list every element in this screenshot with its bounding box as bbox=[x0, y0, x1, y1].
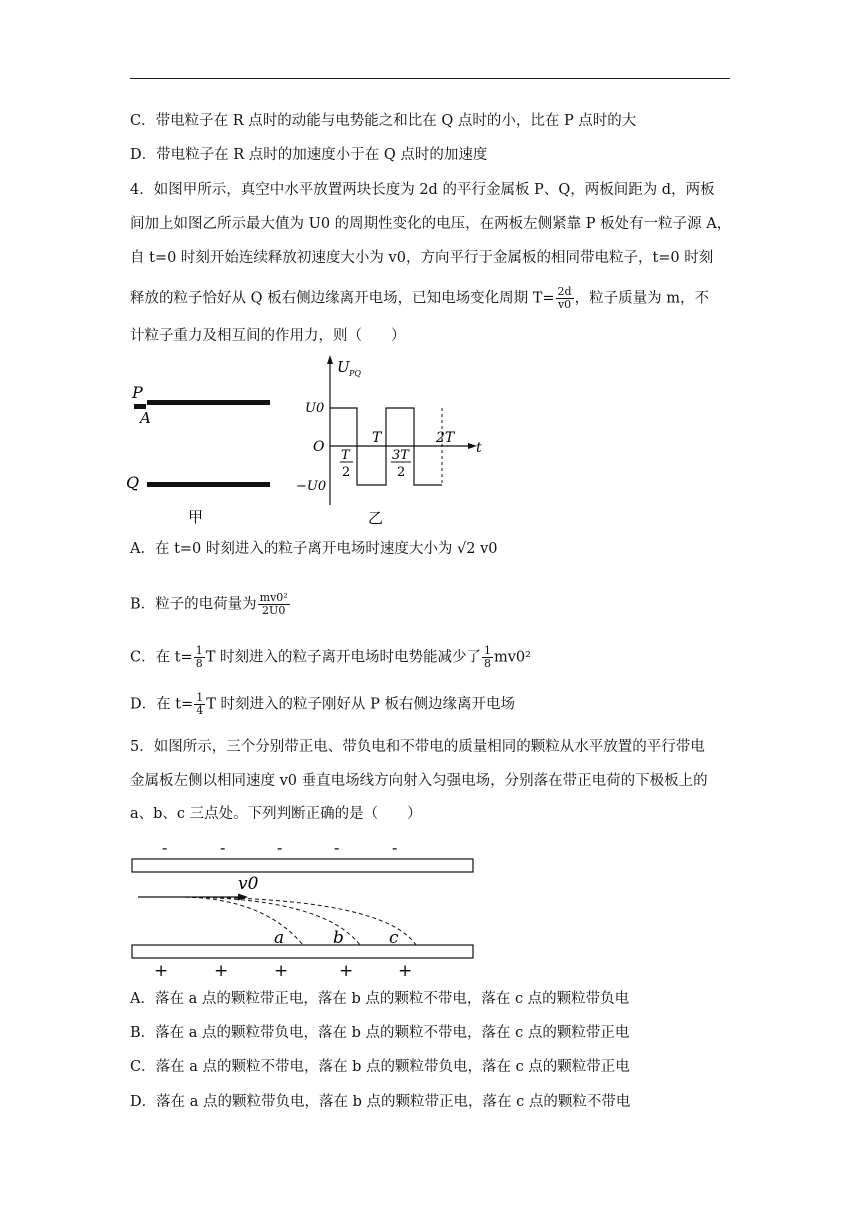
time-fraction-c-den: 8 bbox=[195, 657, 203, 670]
q3-option-d: D．带电粒子在 R 点时的加速度小于在 Q 点时的加速度 bbox=[130, 147, 488, 163]
caption-yi: 乙 bbox=[368, 509, 384, 527]
top-charge-5: - bbox=[392, 838, 398, 857]
top-charge-3: - bbox=[277, 838, 283, 857]
q4a-text: A．在 t=0 时刻进入的粒子离开电场时速度大小为 bbox=[130, 541, 453, 557]
q4a-value: √2 v0 bbox=[457, 541, 498, 557]
q4-stem-line-2: 间加上如图乙所示最大值为 U0 的周期性变化的电压，在两板左侧紧靠 P 板处有一粒子源 A， bbox=[130, 216, 732, 232]
label-b: b bbox=[333, 928, 344, 948]
q4-option-a bbox=[130, 539, 498, 559]
top-charge-2: - bbox=[220, 838, 226, 857]
energy-fraction-num: 1 bbox=[483, 644, 491, 657]
axis-y-sub: PQ bbox=[349, 369, 361, 378]
label-origin: O bbox=[313, 439, 325, 455]
label-2t: 2T bbox=[436, 430, 455, 446]
q4-line4-text-b: ，粒子质量为 m，不 bbox=[574, 290, 709, 307]
header-rule bbox=[130, 78, 730, 79]
q4b-text: B．粒子的电荷量为 bbox=[130, 596, 257, 613]
q4c-text-c: mv0² bbox=[493, 649, 531, 666]
q4d-text-a: D．在 t= bbox=[130, 696, 194, 713]
label-v0: v0 bbox=[238, 874, 259, 894]
q4-option-b bbox=[130, 592, 291, 617]
plate-q bbox=[147, 482, 270, 487]
label-a: a bbox=[274, 928, 285, 948]
period-fraction-num: 2d bbox=[557, 285, 572, 298]
q4c-text-a: C．在 t= bbox=[130, 649, 193, 666]
bottom-charge-3: + bbox=[274, 961, 289, 980]
label-t: T bbox=[372, 430, 382, 446]
q4-stem-line-1: 4．如图甲所示，真空中水平放置两块长度为 2d 的平行金属板 P、Q，两板间距为 d，两板 bbox=[130, 182, 715, 198]
q4-line4-text-a: 释放的粒子恰好从 Q 板右侧边缘离开电场，已知电场变化周期 T= bbox=[130, 290, 555, 307]
axis-y-label: U bbox=[337, 358, 350, 376]
q4c-text-b: T 时刻进入的粒子离开电场时电势能减少了 bbox=[205, 649, 481, 666]
energy-fraction-den: 8 bbox=[483, 657, 491, 670]
q4-stem-line-5: 计粒子重力及相互间的作用力，则（ ） bbox=[130, 328, 406, 344]
q5-option-d: D．落在 a 点的颗粒带负电，落在 b 点的颗粒带正电，落在 c 点的颗粒不带电 bbox=[130, 1094, 631, 1110]
top-plate bbox=[132, 859, 473, 872]
top-charge-1: - bbox=[162, 838, 168, 857]
label-u0: U0 bbox=[305, 401, 325, 416]
q4-option-d bbox=[130, 692, 515, 717]
figure-jia bbox=[120, 370, 290, 530]
trajectory-a bbox=[178, 897, 303, 945]
half-t-num: T bbox=[341, 448, 350, 463]
energy-fraction bbox=[482, 645, 493, 670]
q4-option-c bbox=[130, 645, 531, 670]
bottom-charge-1: + bbox=[154, 961, 169, 980]
period-fraction-den: v0 bbox=[557, 298, 572, 311]
figure-yi bbox=[290, 355, 500, 530]
time-fraction-c-num: 1 bbox=[195, 644, 203, 657]
charge-fraction bbox=[258, 592, 290, 617]
q5-option-c: C．落在 a 点的颗粒不带电，落在 b 点的颗粒带负电，落在 c 点的颗粒带正电 bbox=[130, 1059, 630, 1075]
label-p: P bbox=[132, 383, 143, 402]
three-half-t-den: 2 bbox=[397, 465, 406, 480]
label-c: c bbox=[389, 928, 399, 948]
q5-stem-line-3: a、b、c 三点处。下列判断正确的是（ ） bbox=[130, 806, 422, 822]
charge-fraction-num: mv0² bbox=[259, 591, 288, 604]
time-fraction-d-den: 4 bbox=[196, 704, 204, 717]
axis-x-label: t bbox=[476, 440, 482, 456]
bottom-charge-4: + bbox=[339, 961, 354, 980]
figure-q5 bbox=[128, 835, 488, 980]
charge-fraction-den: 2U0 bbox=[262, 604, 286, 617]
bottom-charge-2: + bbox=[214, 961, 229, 980]
period-fraction bbox=[556, 286, 574, 311]
q5-stem-line-1: 5．如图所示，三个分别带正电、带负电和不带电的质量相同的颗粒从水平放置的平行带电 bbox=[130, 739, 705, 755]
bottom-plate bbox=[132, 945, 473, 958]
plate-p bbox=[147, 400, 270, 405]
top-charge-4: - bbox=[334, 838, 340, 857]
time-fraction-d-num: 1 bbox=[196, 691, 204, 704]
q5-option-a: A．落在 a 点的颗粒带正电，落在 b 点的颗粒不带电，落在 c 点的颗粒带负电 bbox=[130, 991, 630, 1007]
label-neg-u0: −U0 bbox=[296, 479, 327, 494]
label-a: A bbox=[140, 409, 151, 427]
y-axis-arrow bbox=[327, 355, 333, 364]
q5-option-b: B．落在 a 点的颗粒带负电，落在 b 点的颗粒不带电，落在 c 点的颗粒带正电 bbox=[130, 1025, 630, 1041]
half-t-den: 2 bbox=[342, 465, 351, 480]
q3-option-c: C．带电粒子在 R 点时的动能与电势能之和比在 Q 点时的小，比在 P 点时的大 bbox=[130, 113, 637, 129]
q5-stem-line-2: 金属板左侧以相同速度 v0 垂直电场线方向射入匀强电场，分别落在带正电荷的下极板上的 bbox=[130, 773, 708, 789]
q4d-text-b: T 时刻进入的粒子刚好从 P 板右侧边缘离开电场 bbox=[206, 696, 515, 713]
three-half-t-num: 3T bbox=[392, 448, 409, 463]
time-fraction-c bbox=[194, 645, 205, 670]
bottom-charge-5: + bbox=[398, 961, 413, 980]
label-q: Q bbox=[126, 473, 140, 492]
time-fraction-d bbox=[194, 692, 205, 717]
q4-stem-line-3: 自 t=0 时刻开始连续释放初速度大小为 v0，方向平行于金属板的相同带电粒子，t=0 时刻 bbox=[130, 250, 714, 266]
caption-jia: 甲 bbox=[188, 508, 204, 526]
q4-stem-line-4 bbox=[130, 286, 709, 311]
